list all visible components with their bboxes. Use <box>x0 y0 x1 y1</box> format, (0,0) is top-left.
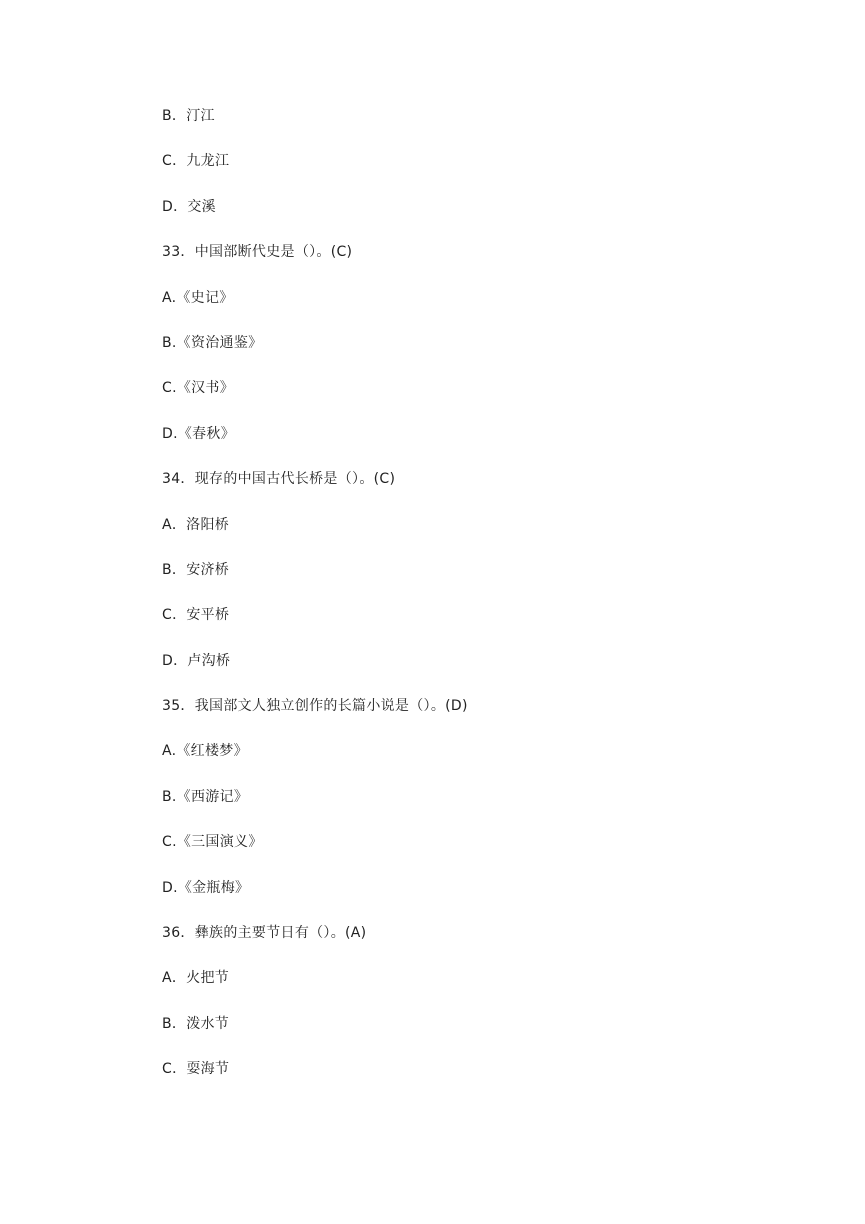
option-d-q33: D.《春秋》 <box>162 425 236 442</box>
option-b-q34: B．安济桥 <box>162 561 230 578</box>
option-a-q35: A.《红楼梦》 <box>162 743 248 760</box>
option-b-q33: B.《资治通鉴》 <box>162 334 263 351</box>
option-b-q36: B．泼水节 <box>162 1015 230 1032</box>
option-d-q34: D．卢沟桥 <box>162 652 231 669</box>
option-c-q34: C．安平桥 <box>162 607 230 624</box>
option-b-q35: B.《西游记》 <box>162 788 249 805</box>
question-34: 34．现存的中国古代长桥是（）。(C) <box>162 471 396 488</box>
option-c-q33: C.《汉书》 <box>162 380 235 397</box>
option-a-q34: A．洛阳桥 <box>162 516 230 533</box>
option-d-q32: D．交溪 <box>162 198 216 215</box>
option-c-q32: C．九龙江 <box>162 153 230 170</box>
option-b-q32: B．汀江 <box>162 108 215 124</box>
option-c-q36: C．耍海节 <box>162 1061 230 1078</box>
question-36: 36．彝族的主要节日有（）。(A) <box>162 925 367 942</box>
option-a-q36: A．火把节 <box>162 970 230 987</box>
question-35: 35．我国部文人独立创作的长篇小说是（）。(D) <box>162 698 468 715</box>
option-c-q35: C.《三国演义》 <box>162 834 263 851</box>
option-d-q35: D.《金瓶梅》 <box>162 879 250 896</box>
option-a-q33: A.《史记》 <box>162 289 234 306</box>
question-list <box>162 104 802 1103</box>
question-33: 33．中国部断代史是（）。(C) <box>162 244 353 261</box>
